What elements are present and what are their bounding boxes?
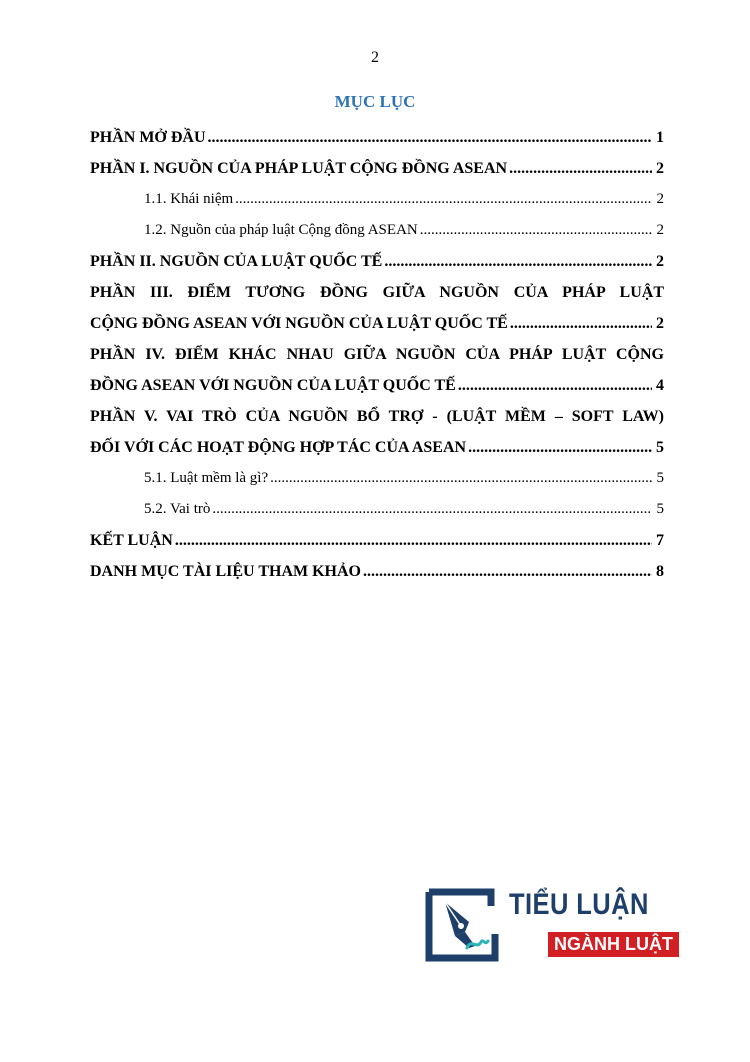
toc-page-number: 2 xyxy=(656,191,664,207)
toc-entry[interactable] xyxy=(90,401,664,463)
toc-subentry[interactable] xyxy=(90,184,664,215)
toc-entry-text-line-2: ĐỒNG ASEAN VỚI NGUỒN CỦA LUẬT QUỐC TẾ xyxy=(90,377,456,394)
toc-subentry[interactable] xyxy=(90,494,664,525)
toc-entry-text-line-1: PHẦN III. ĐIỂM TƯƠNG ĐỒNG GIỮA NGUỒN CỦA PHÁP LUẬT xyxy=(90,284,664,301)
table-of-contents xyxy=(90,122,664,587)
toc-entry[interactable] xyxy=(90,339,664,401)
toc-subentry[interactable] xyxy=(90,463,664,494)
dot-leader xyxy=(363,556,652,587)
toc-entry-text: PHẦN I. NGUỒN CỦA PHÁP LUẬT CỘNG ĐỒNG ASEAN xyxy=(90,160,508,177)
dot-leader xyxy=(420,215,652,246)
toc-entry-text-line-2: CỘNG ĐỒNG ASEAN VỚI NGUỒN CỦA LUẬT QUỐC TẾ xyxy=(90,315,508,332)
logo-bottom-text: NGÀNH LUẬT xyxy=(548,932,679,957)
toc-page-number: 7 xyxy=(656,532,664,549)
toc-page-number: 5 xyxy=(656,501,664,517)
toc-entry-text-line-2: ĐỐI VỚI CÁC HOẠT ĐỘNG HỢP TÁC CỦA ASEAN xyxy=(90,439,467,456)
toc-page-number: 5 xyxy=(656,470,664,486)
dot-leader xyxy=(458,370,652,401)
dot-leader xyxy=(175,525,652,556)
toc-page-number: 1 xyxy=(656,129,664,146)
toc-page-number: 2 xyxy=(656,315,664,332)
toc-entry-text: 1.2. Nguồn của pháp luật Cộng đồng ASEAN xyxy=(144,222,418,238)
toc-entry-text: DANH MỤC TÀI LIỆU THAM KHẢO xyxy=(90,563,361,580)
dot-leader xyxy=(212,494,652,525)
toc-page-number: 5 xyxy=(656,439,664,456)
toc-entry-text: KẾT LUẬN xyxy=(90,532,173,549)
toc-subentry[interactable] xyxy=(90,215,664,246)
toc-entry-text: 5.2. Vai trò xyxy=(144,501,211,517)
logo xyxy=(425,886,673,966)
toc-page-number: 4 xyxy=(656,377,664,394)
toc-page-number: 8 xyxy=(656,563,664,580)
dot-leader xyxy=(384,246,652,277)
page-number: 2 xyxy=(371,49,379,66)
dot-leader xyxy=(468,432,652,463)
toc-entry-text-line-1: PHẦN IV. ĐIỂM KHÁC NHAU GIỮA NGUỒN CỦA PHÁP LUẬT CỘNG xyxy=(90,346,664,363)
toc-entry[interactable] xyxy=(90,153,664,184)
toc-entry[interactable] xyxy=(90,277,664,339)
toc-entry-text: PHẦN MỞ ĐẦU xyxy=(90,129,206,146)
toc-entry-text: 5.1. Luật mềm là gì? xyxy=(144,470,269,486)
toc-entry[interactable] xyxy=(90,246,664,277)
toc-entry-text: PHẦN II. NGUỒN CỦA LUẬT QUỐC TẾ xyxy=(90,253,383,270)
toc-entry[interactable] xyxy=(90,525,664,556)
toc-page-number: 2 xyxy=(656,253,664,270)
dot-leader xyxy=(235,184,652,215)
pen-nib-icon xyxy=(425,886,501,964)
toc-entry-text: 1.1. Khái niệm xyxy=(144,191,234,207)
dot-leader xyxy=(208,122,652,153)
dot-leader xyxy=(509,153,652,184)
toc-page-number: 2 xyxy=(656,222,664,238)
toc-title: MỤC LỤC xyxy=(334,92,416,111)
dot-leader xyxy=(270,463,652,494)
logo-top-text: TIỂU LUẬN xyxy=(509,888,649,921)
toc-entry[interactable] xyxy=(90,122,664,153)
toc-page-number: 2 xyxy=(656,160,664,177)
toc-entry-text-line-1: PHẦN V. VAI TRÒ CỦA NGUỒN BỔ TRỢ - (LUẬT MỀM – SOFT LAW) xyxy=(90,408,664,425)
dot-leader xyxy=(510,308,652,339)
toc-entry[interactable] xyxy=(90,556,664,587)
